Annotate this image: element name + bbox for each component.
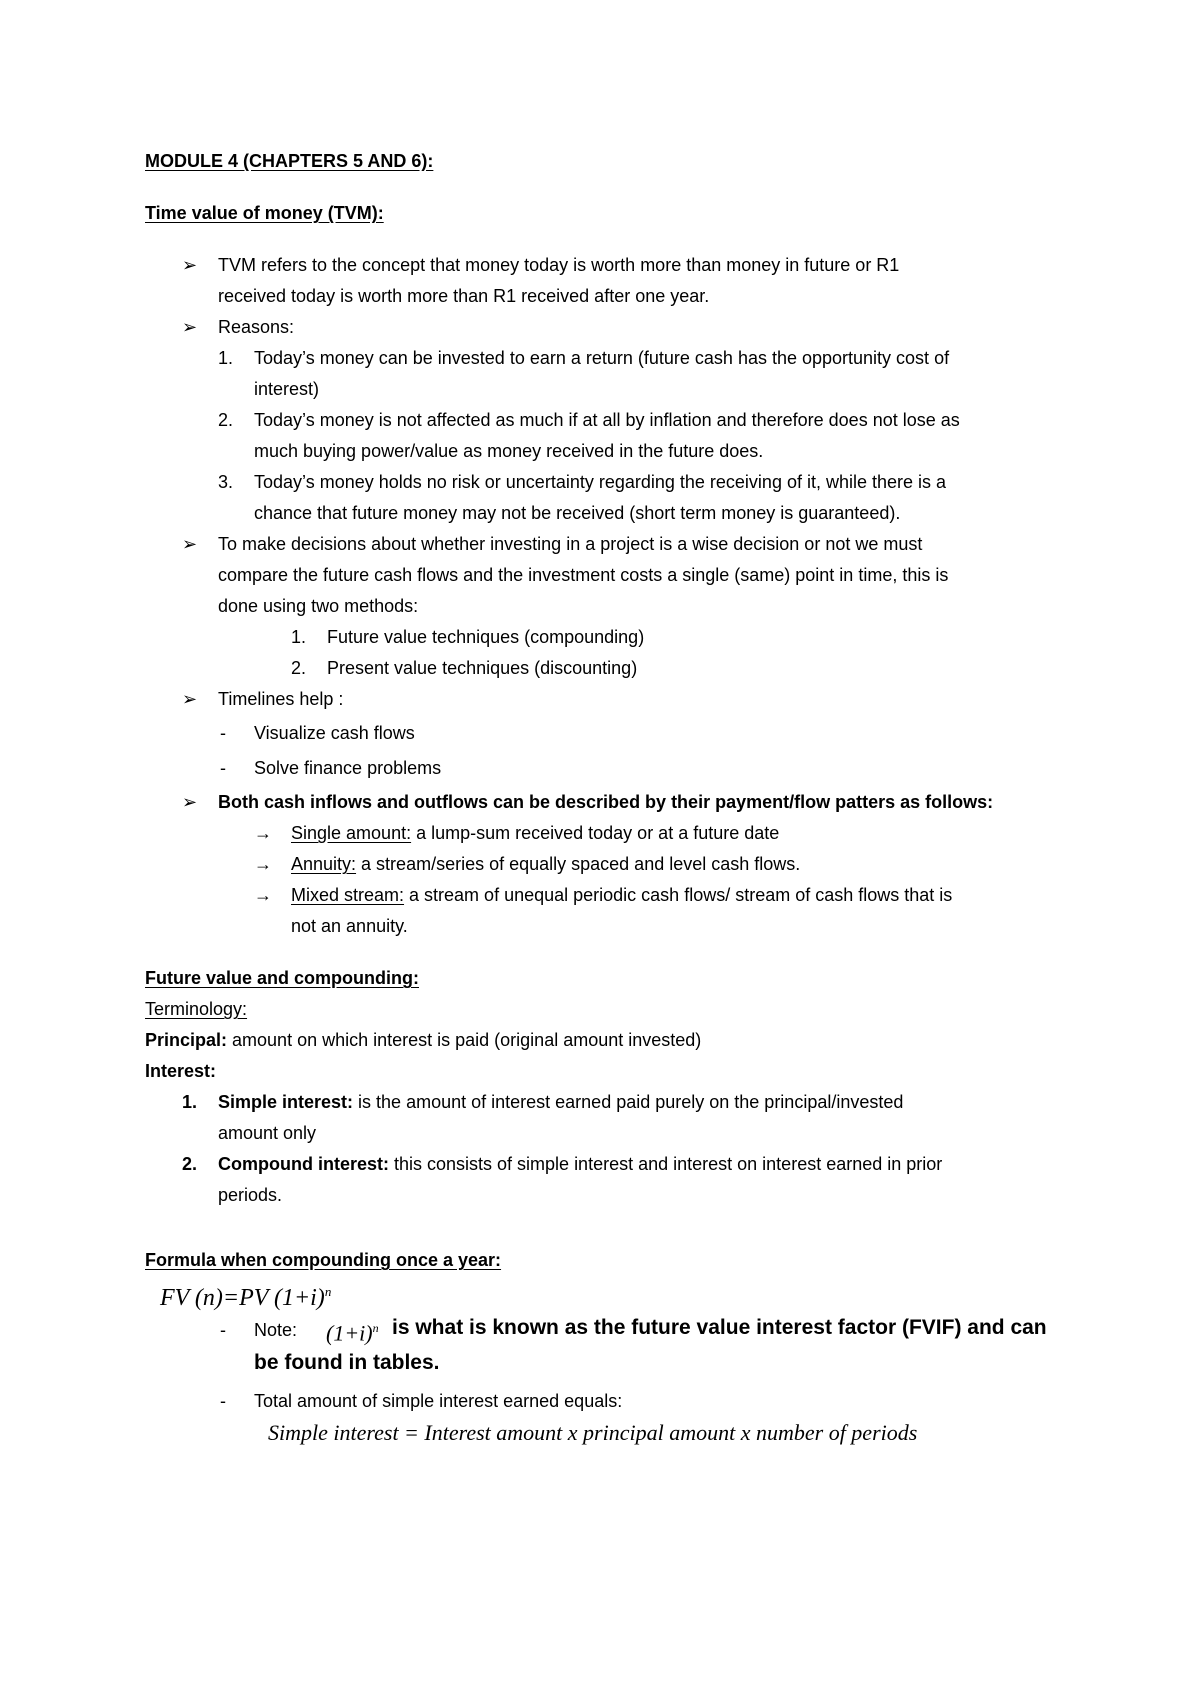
simple-interest-total-label: Total amount of simple interest earned equals: <box>254 1391 623 1411</box>
bullet-arrow-icon: ➢ <box>182 317 198 337</box>
note-text-line-2: be found in tables. <box>254 1351 440 1374</box>
document-title: MODULE 4 (CHAPTERS 5 AND 6): <box>145 151 434 171</box>
interest-number: 2. <box>182 1154 198 1174</box>
reason-number: 1. <box>218 348 234 368</box>
note-math-body: (1+i) <box>326 1320 373 1346</box>
reason-1-line-2: interest) <box>254 379 320 399</box>
timelines-label: Timelines help : <box>218 689 344 709</box>
right-arrow-icon: → <box>254 823 272 843</box>
interest-label: Interest: <box>145 1061 217 1081</box>
simple-interest-line-2: amount only <box>218 1123 317 1143</box>
fv-formula-exponent: n <box>324 1284 332 1299</box>
tvm-heading: Time value of money (TVM): <box>145 203 384 223</box>
flow-term: Mixed stream: <box>291 885 405 905</box>
simple-interest-formula: Simple interest = Interest amount x principal amount x number of periods <box>268 1420 918 1445</box>
flow-text: a stream/series of equally spaced and level cash flows. <box>356 854 801 874</box>
fv-formula <box>160 1276 331 1314</box>
fv-formula-body: FV (n)=PV (1+i) <box>160 1285 325 1311</box>
bullet-arrow-icon: ➢ <box>182 534 198 554</box>
method-2: Present value techniques (discounting) <box>327 658 638 678</box>
note-label: Note: <box>254 1320 298 1340</box>
flow-term: Single amount: <box>291 823 412 843</box>
timeline-use-2: Solve finance problems <box>254 758 442 778</box>
interest-text: is the amount of interest earned paid purely on the principal/invested <box>353 1092 904 1112</box>
decisions-line-1: To make decisions about whether investing in a project is a wise decision or not we must <box>218 534 923 554</box>
method-number: 2. <box>291 658 307 678</box>
reason-2-line-2: much buying power/value as money received in the future does. <box>254 441 764 461</box>
formula-heading: Formula when compounding once a year: <box>145 1250 502 1270</box>
simple-interest-definition <box>218 1090 903 1114</box>
bullet-arrow-icon: ➢ <box>182 689 198 709</box>
method-number: 1. <box>291 627 307 647</box>
timeline-use-1: Visualize cash flows <box>254 723 415 743</box>
decisions-line-2: compare the future cash flows and the investment costs a single (same) point in time, this is <box>218 565 949 585</box>
bullet-arrow-icon: ➢ <box>182 255 198 275</box>
compound-interest-definition <box>218 1152 942 1176</box>
reason-number: 3. <box>218 472 234 492</box>
bullet-arrow-icon: ➢ <box>182 792 198 812</box>
flow-text: a stream of unequal periodic cash flows/ stream of cash flows that is <box>404 885 953 905</box>
flow-annuity <box>291 852 800 876</box>
tvm-definition-line-2: received today is worth more than R1 received after one year. <box>218 286 710 306</box>
principal-definition <box>145 1028 701 1052</box>
interest-term: Simple interest: <box>218 1092 354 1112</box>
method-1: Future value techniques (compounding) <box>327 627 645 647</box>
interest-number: 1. <box>182 1092 198 1112</box>
fv-heading: Future value and compounding: <box>145 968 419 988</box>
right-arrow-icon: → <box>254 854 272 874</box>
principal-term: Principal: <box>145 1030 228 1050</box>
reason-1-line-1: Today’s money can be invested to earn a return (future cash has the opportunity cost of <box>254 348 950 368</box>
reason-3-line-2: chance that future money may not be received (short term money is guaranteed). <box>254 503 901 523</box>
terminology-label: Terminology: <box>145 999 248 1019</box>
note-text-line-1: is what is known as the future value interest factor (FVIF) and can <box>392 1316 1047 1339</box>
flow-text: a lump-sum received today or at a future date <box>411 823 780 843</box>
reason-number: 2. <box>218 410 234 430</box>
flow-term: Annuity: <box>291 854 357 874</box>
right-arrow-icon: → <box>254 885 272 905</box>
reasons-label: Reasons: <box>218 317 295 337</box>
flow-mixed-stream <box>291 883 952 907</box>
principal-text: amount on which interest is paid (original amount invested) <box>227 1030 702 1050</box>
compound-interest-line-2: periods. <box>218 1185 283 1205</box>
reason-2-line-1: Today’s money is not affected as much if at all by inflation and therefore does not lose as <box>254 410 960 430</box>
dash-icon: - <box>220 1320 226 1340</box>
dash-icon: - <box>220 1391 226 1411</box>
interest-term: Compound interest: <box>218 1154 389 1174</box>
flow-single-amount <box>291 821 779 845</box>
interest-text: this consists of simple interest and interest on interest earned in prior <box>389 1154 943 1174</box>
dash-icon: - <box>220 723 226 743</box>
note-math <box>326 1312 379 1349</box>
reason-3-line-1: Today’s money holds no risk or uncertainty regarding the receiving of it, while there is a <box>254 472 947 492</box>
flows-heading: Both cash inflows and outflows can be described by their payment/flow patters as follows: <box>218 792 994 812</box>
decisions-line-3: done using two methods: <box>218 596 419 616</box>
dash-icon: - <box>220 758 226 778</box>
note-math-exponent: n <box>372 1321 379 1335</box>
tvm-definition-line-1: TVM refers to the concept that money today is worth more than money in future or R1 <box>218 255 900 275</box>
flow-mixed-stream-line-2: not an annuity. <box>291 916 408 936</box>
